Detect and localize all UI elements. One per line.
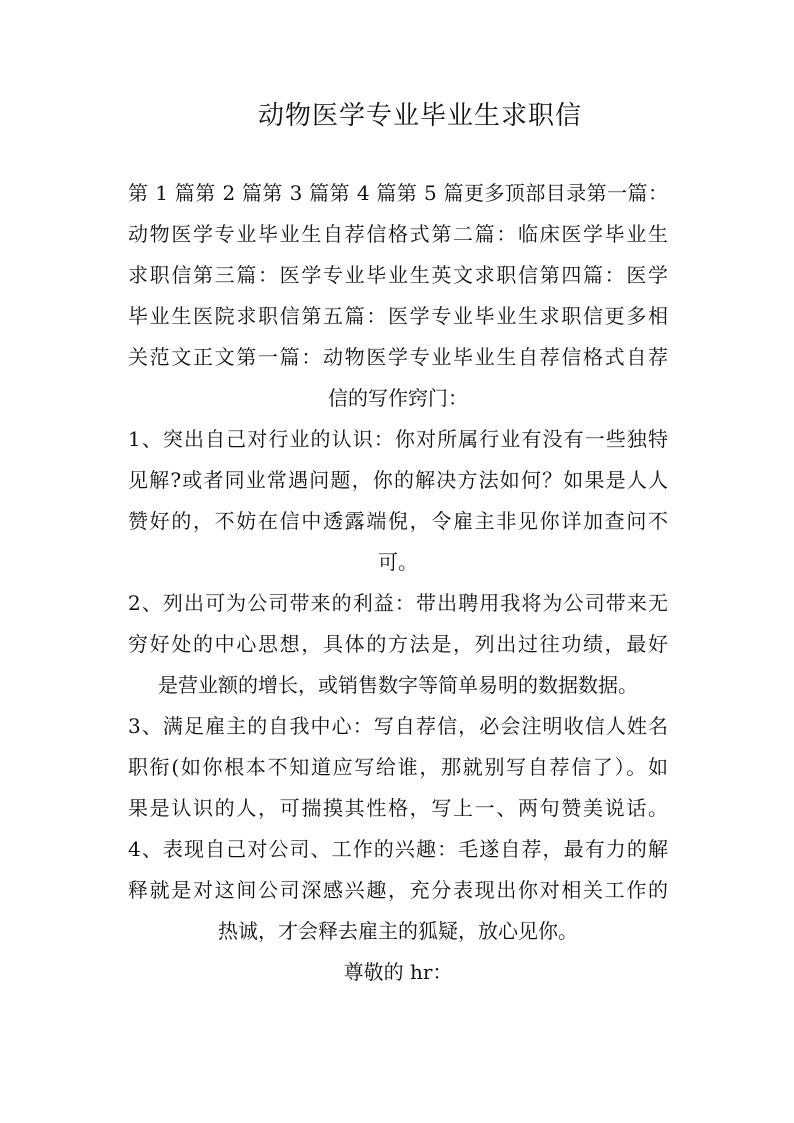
body-line: 释就是对这间公司深感兴趣，充分表现出你对相关工作的 <box>128 878 668 902</box>
body-line: 穷好处的中心思想，具体的方法是，列出过往功绩，最好 <box>128 632 668 656</box>
body-line: 果是认识的人，可揣摸其性格，写上一、两句赞美说话。 <box>128 796 668 820</box>
body-line: 信的写作窍门： <box>328 386 468 410</box>
body-line: 1、突出自己对行业的认识：你对所属行业有没有一些独特 <box>128 427 668 451</box>
body-line: 4、表现自己对公司、工作的兴趣：毛遂自荐，最有力的解 <box>128 837 668 861</box>
body-line: 职衔(如你根本不知道应写给谁，那就别写自荐信了）。如 <box>128 755 668 779</box>
body-line: 可。 <box>378 550 418 574</box>
body-line: 3、满足雇主的自我中心：写自荐信，必会注明收信人姓名 <box>128 714 668 738</box>
body-line: 赞好的，不妨在信中透露端倪，令雇主非见你详加查问不 <box>128 509 668 533</box>
body-line: 关范文正文第一篇：动物医学专业毕业生自荐信格式自荐 <box>128 345 668 369</box>
body-line: 毕业生医院求职信第五篇：医学专业毕业生求职信更多相 <box>128 304 668 328</box>
body-line: 热诚，才会释去雇主的狐疑，放心见你。 <box>218 919 578 943</box>
document-title: 动物医学专业毕业生求职信 <box>257 101 582 131</box>
body-line: 动物医学专业毕业生自荐信格式第二篇：临床医学毕业生 <box>128 222 668 246</box>
salutation: 尊敬的 hr： <box>343 960 453 984</box>
body-line: 是营业额的增长，或销售数字等简单易明的数据数据。 <box>158 673 638 697</box>
body-line: 2、列出可为公司带来的利益：带出聘用我将为公司带来无 <box>128 591 668 615</box>
document-body <box>128 173 668 993</box>
body-line: 见解?或者同业常遇问题，你的解决方法如何？如果是人人 <box>128 468 668 492</box>
body-line: 求职信第三篇：医学专业毕业生英文求职信第四篇：医学 <box>128 263 668 287</box>
body-line: 第 1 篇第 2 篇第 3 篇第 4 篇第 5 篇更多顶部目录第一篇： <box>128 181 668 205</box>
